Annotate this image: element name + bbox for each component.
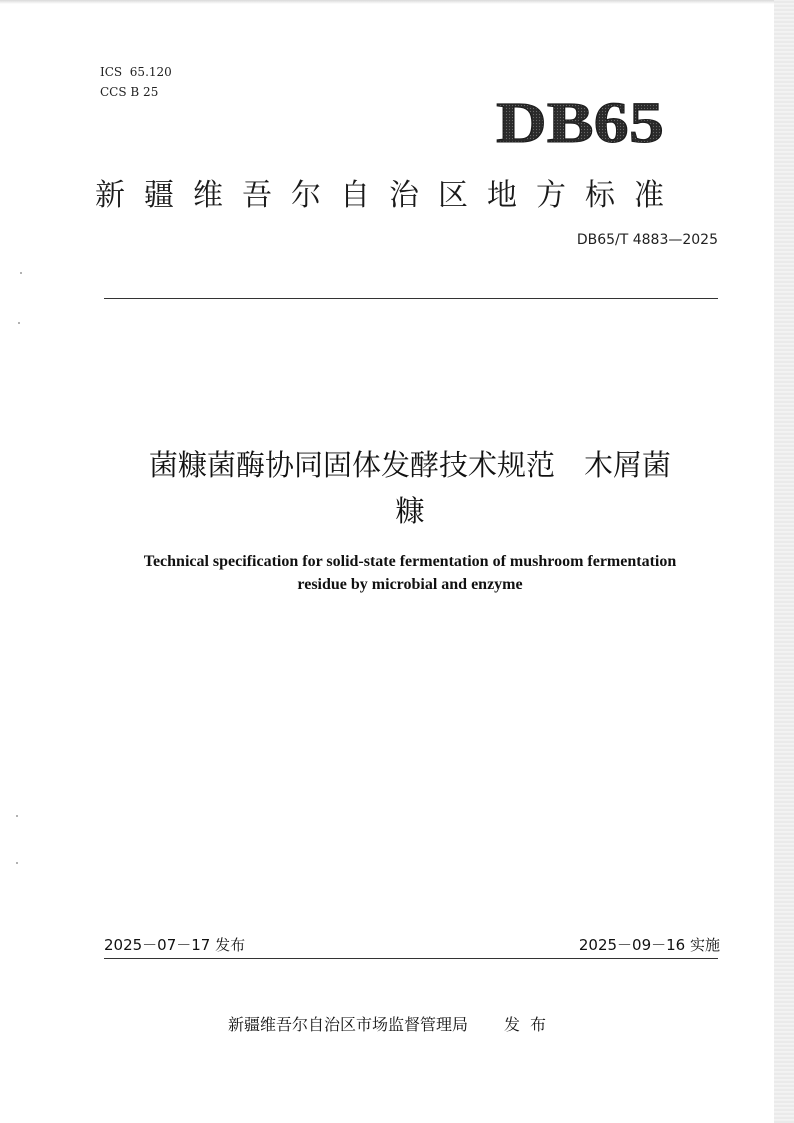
logo-text: DB65	[496, 92, 664, 152]
chinese-title	[110, 442, 710, 534]
scan-edge-right	[774, 0, 794, 1123]
footer-divider	[104, 958, 718, 959]
chinese-title-line-1: 菌糠菌酶协同固体发酵技术规范 木屑菌	[148, 448, 671, 482]
scan-speck	[20, 272, 22, 274]
standard-number: DB65/T 4883—2025	[576, 232, 718, 248]
standard-type: 新疆维吾尔自治区地方标准	[95, 178, 683, 213]
issue-date: 2025－07－17 发布	[104, 936, 246, 954]
ccs-code: B 25	[130, 85, 159, 99]
db65-logo	[496, 92, 666, 152]
issue-action: 发布	[504, 1015, 557, 1034]
scan-speck	[16, 815, 18, 817]
ccs-line	[100, 82, 172, 102]
scan-edge-top	[0, 0, 794, 4]
ics-label: ICS	[100, 65, 123, 79]
ics-line	[100, 62, 172, 82]
issuer-name: 新疆维吾尔自治区市场监督管理局	[228, 1015, 469, 1034]
classification-codes	[100, 62, 172, 102]
implementation-date: 2025－09－16 实施	[578, 936, 720, 954]
ccs-label: CCS	[100, 85, 127, 99]
header-divider	[104, 298, 718, 299]
issuing-authority	[228, 1012, 556, 1035]
english-title-line-2: residue by microbial and enzyme	[297, 576, 523, 593]
chinese-title-line-2: 糠	[395, 494, 425, 528]
scan-speck	[16, 862, 18, 864]
english-title-line-1: Technical specification for solid-state fermentation of mushroom fermentation	[143, 553, 677, 570]
english-title	[100, 550, 720, 596]
scan-speck	[18, 322, 20, 324]
ics-code: 65.120	[129, 65, 172, 79]
